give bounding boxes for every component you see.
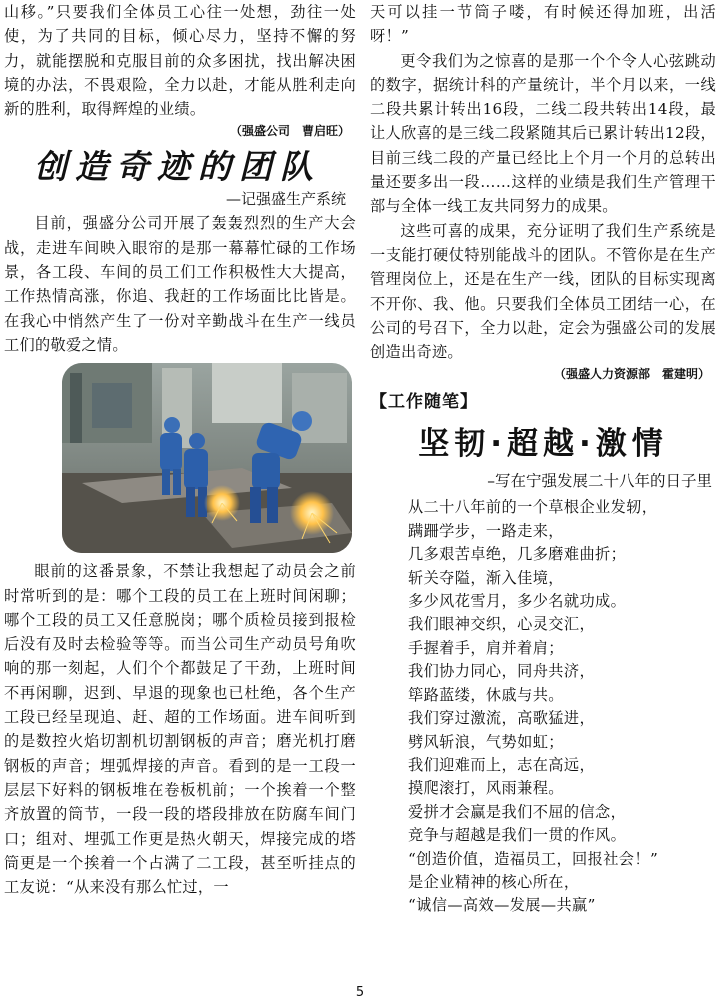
article-title: 创造奇迹的团队: [34, 147, 321, 187]
poem-body: [408, 496, 716, 917]
right-column: [370, 0, 716, 918]
page-number: 5: [355, 985, 365, 1000]
poem-line: 蹒跚学步，一路走来，: [408, 521, 564, 540]
left-column: [4, 0, 356, 899]
poem-subtitle: –写在宁强发展二十八年的日子里: [487, 472, 712, 491]
poem-line: 斩关夺隘，渐入佳境，: [408, 568, 564, 587]
poem-line: 多少风花雪月，多少名就功成。: [408, 592, 627, 611]
article-continuation: 天可以挂一节筒子喽，有时候还得加班，出活呀！”: [370, 3, 716, 46]
intro-signature: （强盛公司 曹启旺）: [229, 124, 350, 139]
poem-line: 我们眼神交织，心灵交汇，: [408, 615, 596, 634]
poem-line: 我们协力同心，同舟共济，: [408, 662, 596, 681]
poem-line: “创造价值，造福员工，回报社会！”: [408, 849, 659, 868]
poem-line: 我们迎难而上，志在高远，: [408, 755, 596, 774]
poem-line: 爱拼才会赢是我们不屈的信念，: [408, 802, 627, 821]
poem-title: 坚韧·超越·激情: [418, 426, 668, 463]
welding-workers-photo: [62, 363, 352, 553]
poem-line: “诚信—高效—发展—共赢”: [408, 896, 596, 915]
poem-line: 摸爬滚打，风雨兼程。: [408, 779, 564, 798]
poem-line: 筚路蓝缕，休戚与共。: [408, 685, 564, 704]
welding-scene-illustration: [62, 363, 352, 553]
poem-line: 手握着手，肩并着肩；: [408, 638, 564, 657]
poem-line: 几多艰苦卓绝，几多磨难曲折；: [408, 545, 627, 564]
section-tag: 【工作随笔】: [370, 392, 478, 413]
article-paragraph-2: 眼前的这番景象，不禁让我想起了动员会之前时常听到的是：哪个工段的员工在上班时间闲聊；哪个工段的员工又任意脱岗；哪个质检员接到报检后没有及时去检验等等。而当公司生产动员号角吹响的那一刻起，人们个个都鼓足了干劲，上班时间不再闲聊，迟到、早退的现象也已杜绝，各个生产工段已经呈现追、赶、超的工作场面。进车间听到的是数控火焰切割机切割钢板的声音；磨光机打磨钢板的声音；埋弧焊接的声音。看到的是一工段一层层下好料的钢板堆在卷板机前；一个挨着一个整齐放置的筒节，一段一段的塔段排放在防腐车间门口；组对、埋弧工作更是热火朝天，焊接完成的塔筒更是一个挨着一个占满了二工段，甚至听挂点的工友说：“从来没有那么忙过，一: [4, 562, 356, 897]
poem-line: 从二十八年前的一个草根企业发轫，: [408, 498, 658, 517]
article-paragraph-3: 更令我们为之惊喜的是那一个个令人心弦跳动的数字，据统计科的产量统计，半个月以来，一线二段共累计转出16段，二线二段共转出14段，最让人欣喜的是三线二段紧随其后已累计转出12段，目前三线二段的产量已经比上个月一个月的总转出量还要多出一段……这样的业绩是我们生产管理干部与全体一线工友共同努力的成果。: [370, 51, 716, 216]
article-paragraph-1: 目前，强盛分公司开展了轰轰烈烈的生产大会战，走进车间映入眼帘的是那一幕幕忙碌的工作场景，各工段、车间的员工们工作积极性大大提高，工作热情高涨，你追、我赶的工作场面比比皆是。在我心中悄然产生了一份对辛勤战斗在生产一线员工们的敬爱之情。: [4, 214, 356, 354]
article-subtitle: —记强盛生产系统: [225, 190, 346, 209]
article-paragraph-4: 这些可喜的成果，充分证明了我们生产系统是一支能打硬仗特别能战斗的团队。不管你是在生产管理岗位上，还是在生产一线，团队的目标实现离不开你、我、他。只要我们全体员工团结一心，在公司的号召下，全力以赴，定会为强盛公司的发展创造出奇迹。: [370, 221, 716, 362]
intro-paragraph: 山移。”只要我们全体员工心往一处想，劲往一处使，为了共同的目标，倾心尽力，坚持不懈的努力，就能摆脱和克服目前的众多困扰，找出解决困境的办法，不畏艰险，全力以赴，才能从胜利走向新的胜利，取得辉煌的业绩。: [4, 3, 356, 119]
poem-line: 劈风斩浪，气势如虹；: [408, 732, 564, 751]
poem-line: 我们穿过激流，高歌猛进，: [408, 709, 596, 728]
article-signature: （强盛人力资源部 霍建明）: [553, 367, 710, 382]
poem-line: 竞争与超越是我们一贯的作风。: [408, 826, 627, 845]
poem-line: 是企业精神的核心所在，: [408, 872, 580, 891]
